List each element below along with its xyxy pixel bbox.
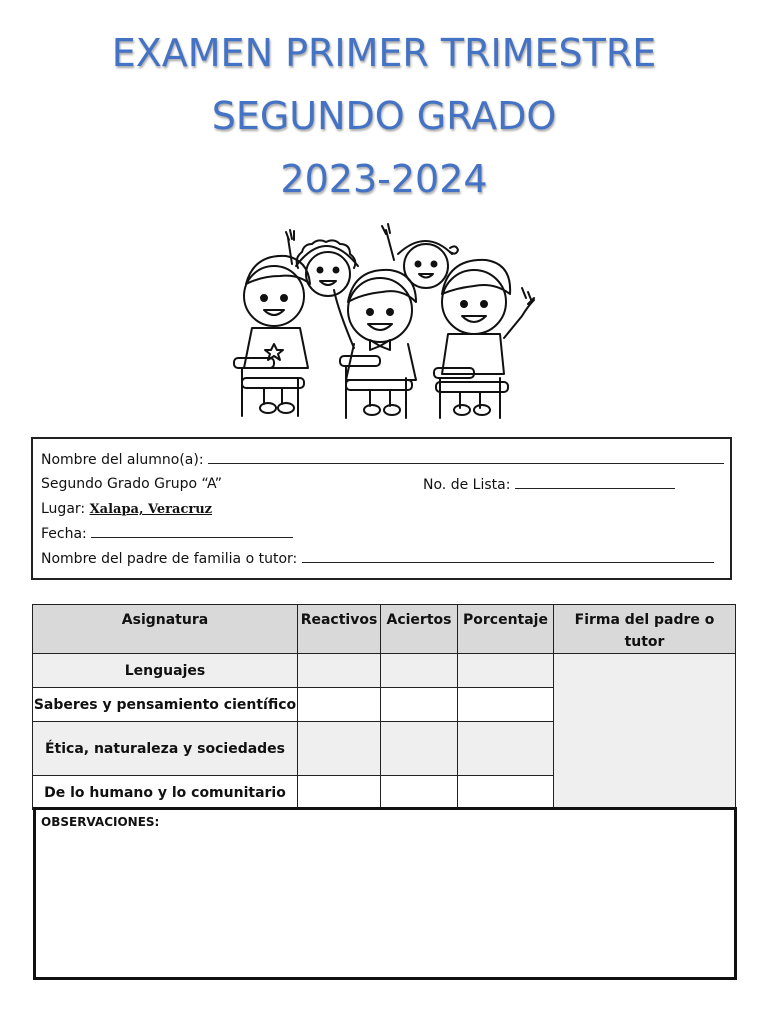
porcentaje-cell[interactable] bbox=[458, 776, 554, 810]
header-porcentaje: Porcentaje bbox=[458, 605, 554, 654]
subject-cell: Ética, naturaleza y sociedades bbox=[33, 722, 298, 776]
grades-table bbox=[32, 604, 736, 810]
place-label: Lugar: bbox=[41, 501, 86, 517]
exam-title: EXAMEN PRIMER TRIMESTRE bbox=[111, 31, 657, 75]
firma-cell[interactable] bbox=[554, 654, 736, 810]
header-reactivos: Reactivos bbox=[298, 605, 381, 654]
child-front-left-icon bbox=[234, 256, 310, 416]
date-label: Fecha: bbox=[41, 526, 87, 542]
date-row bbox=[41, 525, 293, 542]
table-row bbox=[33, 654, 736, 688]
aciertos-cell[interactable] bbox=[381, 776, 458, 810]
list-number-field[interactable] bbox=[515, 476, 675, 489]
student-name-field[interactable] bbox=[208, 451, 724, 464]
child-front-middle-icon bbox=[334, 270, 416, 418]
child-front-right-icon bbox=[434, 260, 534, 418]
student-name-label: Nombre del alumno(a): bbox=[41, 452, 204, 468]
list-number-label: No. de Lista: bbox=[423, 477, 511, 493]
place-value: Xalapa, Veracruz bbox=[89, 502, 213, 517]
aciertos-cell[interactable] bbox=[381, 654, 458, 688]
table-header-row bbox=[33, 605, 736, 654]
child-back-left-icon bbox=[286, 230, 358, 296]
porcentaje-cell[interactable] bbox=[458, 688, 554, 722]
subject-cell: De lo humano y lo comunitario bbox=[33, 776, 298, 810]
observations-label: OBSERVACIONES: bbox=[41, 815, 160, 829]
subject-cell: Lenguajes bbox=[33, 654, 298, 688]
header-aciertos: Aciertos bbox=[381, 605, 458, 654]
school-year-title: 2023-2024 bbox=[280, 157, 488, 201]
header-asignatura: Asignatura bbox=[33, 605, 298, 654]
observations-box[interactable] bbox=[33, 807, 737, 980]
grade-title: SEGUNDO GRADO bbox=[211, 94, 557, 138]
aciertos-cell[interactable] bbox=[381, 722, 458, 776]
header-firma: Firma del padre o tutor bbox=[554, 605, 736, 654]
tutor-name-field[interactable] bbox=[302, 550, 714, 563]
reactivos-cell[interactable] bbox=[298, 654, 381, 688]
reactivos-cell[interactable] bbox=[298, 776, 381, 810]
date-field[interactable] bbox=[91, 525, 293, 538]
reactivos-cell[interactable] bbox=[298, 722, 381, 776]
children-at-desks-illustration bbox=[228, 218, 540, 424]
subject-cell: Saberes y pensamiento científico bbox=[33, 688, 298, 722]
aciertos-cell[interactable] bbox=[381, 688, 458, 722]
tutor-name-label: Nombre del padre de familia o tutor: bbox=[41, 551, 298, 567]
list-number-row bbox=[423, 476, 675, 493]
student-name-row bbox=[41, 451, 724, 468]
porcentaje-cell[interactable] bbox=[458, 654, 554, 688]
tutor-name-row bbox=[41, 550, 714, 567]
place-row bbox=[41, 501, 212, 517]
reactivos-cell[interactable] bbox=[298, 688, 381, 722]
grade-group-label: Segundo Grado Grupo “A” bbox=[41, 476, 223, 492]
porcentaje-cell[interactable] bbox=[458, 722, 554, 776]
student-info-box bbox=[31, 437, 732, 580]
